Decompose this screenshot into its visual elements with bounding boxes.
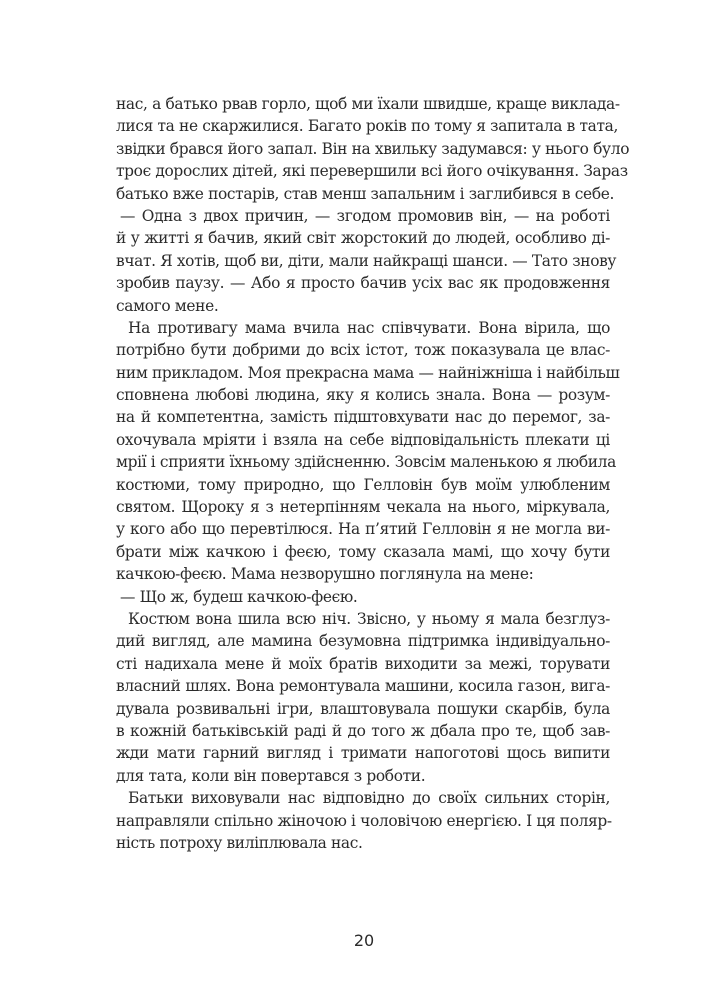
text-line: жди мати гарний вигляд і тримати напоготові щось випити <box>116 744 610 763</box>
text-line: мрії і сприяти їхньому здійсненню. Зовсім маленькою я любила <box>116 453 616 472</box>
text-line: сті надихала мене й моїх братів виходити за межі, торувати <box>116 654 610 673</box>
text-line: самого мене. <box>116 296 219 315</box>
text-line: брати між качкою і феєю, тому сказала мамі, що хочу бути <box>116 542 610 561</box>
text-line: — Одна з двох причин, — згодом промовив він, — на роботі <box>120 206 610 225</box>
text-line: ним прикладом. Моя прекрасна мама — найніжніша і найбільш <box>116 363 620 382</box>
text-line: троє дорослих дітей, які перевершили всі його очікування. Зараз <box>116 162 628 181</box>
text-line: ність потроху виліплювала нас. <box>116 833 363 852</box>
text-line: для тата, коли він повертався з роботи. <box>116 766 426 785</box>
text-line: батько вже постарів, став менш запальним і заглибився в себе. <box>116 184 615 203</box>
text-line: дий вигляд, але мамина безумовна підтримка індивідуально- <box>116 632 610 651</box>
text-line: направляли спільно жіночою і чоловічою енергією. І ця поляр- <box>116 811 612 830</box>
text-line: На противагу мама вчила нас співчувати. Вона вірила, що <box>128 318 610 337</box>
text-line: качкою-феєю. Мама незворушно поглянула на мене: <box>116 565 534 584</box>
text-line: сповнена любові людина, яку я колись знала. Вона — розум- <box>116 386 610 405</box>
text-line: в кожній батьківській раді й до того ж дбала про те, щоб зав- <box>116 721 610 740</box>
text-line: на й компетентна, замість підштовхувати нас до перемог, за- <box>116 408 610 427</box>
text-line: у кого або що перевтілюся. На п’ятий Гелловін я не могла ви- <box>116 520 610 539</box>
text-line: вчат. Я хотів, щоб ви, діти, мали найкращі шанси. — Тато знову <box>116 251 617 270</box>
page-number: 20 <box>353 931 375 950</box>
text-line: Батьки виховували нас відповідно до своїх сильних сторін, <box>128 789 610 808</box>
text-line: й у житті я бачив, який світ жорстокий до людей, особливо ді- <box>116 229 610 248</box>
text-line: святом. Щороку я з нетерпінням чекала на нього, міркувала, <box>116 498 610 517</box>
text-line: потрібно бути добрими до всіх істот, тож показувала це влас- <box>116 341 610 360</box>
text-line: нас, а батько рвав горло, щоб ми їхали швидше, краще виклада- <box>116 95 620 113</box>
text-line: власний шлях. Вона ремонтувала машини, косила газон, вига- <box>116 677 610 696</box>
text-line: костюми, тому природно, що Гелловін був моїм улюбленим <box>116 475 610 494</box>
text-line: — Що ж, будеш качкою-феєю. <box>120 587 358 606</box>
text-line: охочувала мріяти і взяла на себе відповідальність плекати ці <box>116 430 610 449</box>
body-text <box>116 93 630 854</box>
text-line: лися та не скаржилися. Багато років по тому я запитала в тата, <box>116 117 619 136</box>
text-line: Костюм вона шила всю ніч. Звісно, у ньому я мала безглуз- <box>128 609 610 628</box>
text-line: зробив паузу. — Або я просто бачив усіх вас як продовження <box>116 274 610 293</box>
text-line: дувала розвивальні ігри, влаштовувала пошуки скарбів, була <box>116 699 610 718</box>
text-line: звідки брався його запал. Він на хвильку задумався: у нього було <box>116 139 630 158</box>
